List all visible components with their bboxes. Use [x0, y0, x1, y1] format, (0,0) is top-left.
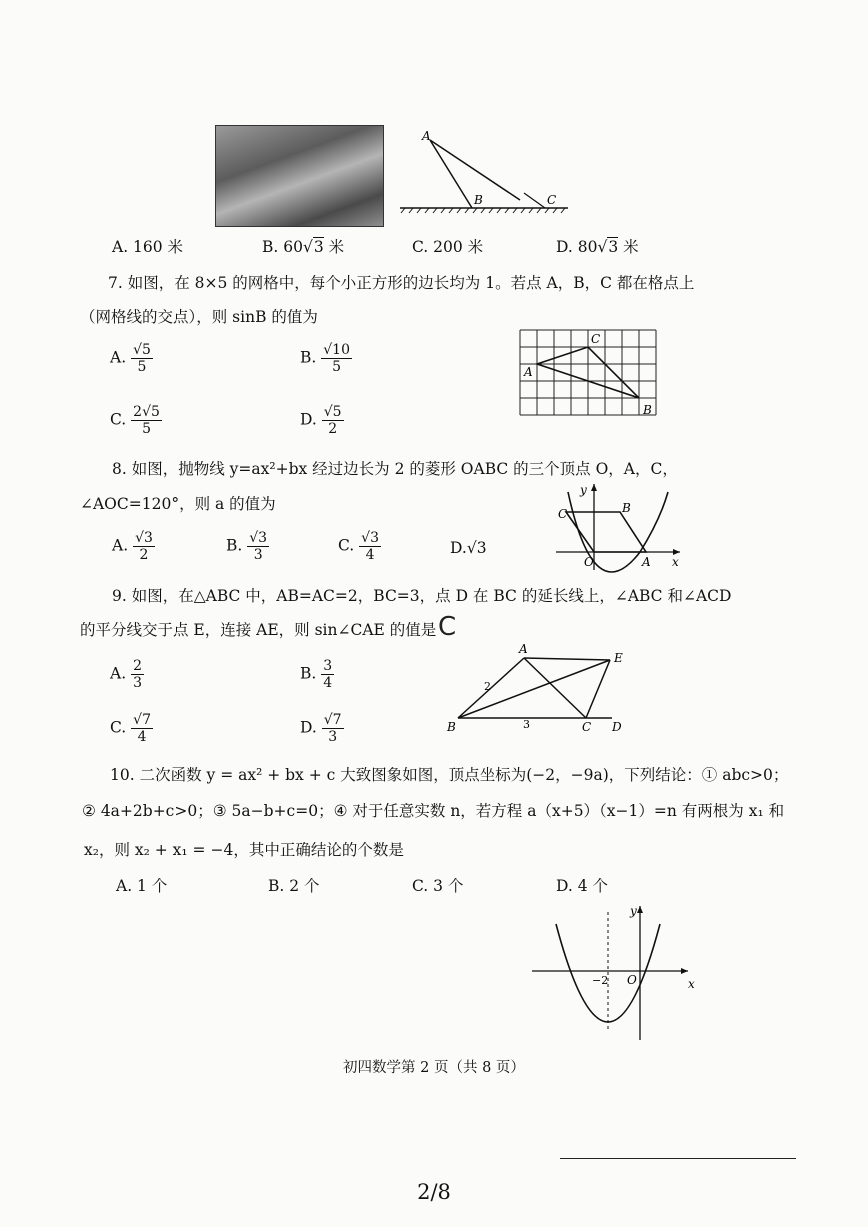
q6-label-a: A — [422, 129, 431, 143]
q10-label-y: y — [630, 904, 637, 918]
q9-label-a: A — [519, 642, 528, 656]
q7-stem-line1: 7. 如图，在 8×5 的网格中，每个小正方形的边长均为 1。若点 A，B，C 都在格点上 — [108, 274, 695, 292]
q9-stem-line1: 9. 如图，在△ABC 中，AB=AC=2，BC=3，点 D 在 BC 的延长线上，∠ABC 和∠ACD — [112, 587, 732, 605]
q8-stem-line2: ∠AOC=120°，则 a 的值为 — [80, 495, 276, 513]
q6-option-b-prefix: B. 60 — [262, 238, 303, 256]
q7-stem-line2: （网格线的交点），则 sinB 的值为 — [80, 308, 318, 326]
fraction-numerator: 3 — [323, 658, 333, 674]
q7-label-b: B — [643, 403, 652, 417]
q6-label-c: C — [547, 193, 557, 207]
fraction-numerator: √3 — [135, 530, 153, 546]
option-letter: A. — [110, 664, 127, 683]
fraction-denominator: 3 — [133, 675, 142, 691]
q8-label-a: A — [642, 555, 651, 569]
option-letter: D. — [300, 718, 317, 737]
sqrt-sign: √ — [597, 238, 608, 256]
fraction-numerator: √3 — [361, 530, 379, 546]
fraction-denominator: 4 — [365, 547, 375, 563]
fraction-numerator: √7 — [323, 712, 342, 728]
fraction-denominator: 5 — [332, 359, 342, 375]
q8-stem-line1: 8. 如图，抛物线 y=ax²+bx 经过边长为 2 的菱形 OABC 的三个顶点 O，A，C， — [112, 460, 678, 478]
divider — [560, 1158, 796, 1159]
q9-label-3: 3 — [523, 718, 530, 731]
q8-label-o: O — [584, 555, 594, 569]
q9-label-c: C — [582, 720, 592, 734]
q7-label-a: A — [524, 365, 533, 379]
fraction-denominator: 3 — [328, 729, 338, 745]
fraction-numerator: 2√5 — [133, 404, 160, 420]
q8-label-c: C — [558, 507, 568, 521]
option-letter: B. — [300, 348, 317, 367]
q6-option-b-unit: 米 — [328, 238, 345, 256]
fraction-denominator: 2 — [328, 421, 338, 437]
q10-option-d: D. 4 个 — [556, 877, 609, 895]
q9-label-e: E — [614, 651, 623, 665]
q10-stem-line2: ② 4a+2b+c>0；③ 5a−b+c=0；④ 对于任意实数 n，若方程 a（x+5）（x−1）=n 有两根为 x₁ 和 — [82, 802, 785, 820]
q9-stem-line2: 的平分线交于点 E，连接 AE，则 sin∠CAE 的值是 — [80, 621, 437, 639]
q6-label-b: B — [474, 193, 483, 207]
option-letter: C. — [110, 718, 127, 737]
option-letter: C. — [338, 536, 355, 555]
option-letter: A. — [112, 536, 129, 555]
sqrt-sign: √ — [302, 238, 313, 256]
q8-label-x: x — [672, 555, 679, 569]
q8-label-y: y — [580, 483, 587, 497]
q10-label-x: x — [688, 977, 695, 991]
q8-label-b: B — [622, 501, 631, 515]
q7-label-c: C — [591, 332, 601, 346]
fraction-denominator: 5 — [137, 359, 147, 375]
option-letter: B. — [226, 536, 243, 555]
q10-option-b: B. 2 个 — [268, 877, 320, 895]
fraction-denominator: 4 — [323, 675, 333, 691]
fraction-numerator: √10 — [323, 342, 351, 358]
fraction-denominator: 3 — [253, 547, 263, 563]
q10-option-c: C. 3 个 — [412, 877, 464, 895]
q10-stem-line1: 10. 二次函数 y = ax² + bx + c 大致图象如图，顶点坐标为(−2，−9a)，下列结论：① abc>0； — [110, 766, 789, 784]
q9-label-d: D — [612, 720, 622, 734]
fraction-numerator: √7 — [133, 712, 151, 728]
fraction-denominator: 4 — [137, 729, 147, 745]
option-letter: D. — [450, 539, 467, 557]
q9-label-b: B — [447, 720, 456, 734]
handwritten-answer: C — [438, 612, 457, 642]
q10-stem-line3: x₂，则 x₂ + x₁ = −4，其中正确结论的个数是 — [84, 841, 404, 859]
page-number: 2/8 — [417, 1180, 451, 1204]
q10-label-o: O — [627, 973, 637, 987]
q6-option-d-radicand: 3 — [608, 238, 619, 256]
q10-option-a: A. 1 个 — [116, 877, 168, 895]
fraction-denominator: 2 — [139, 547, 149, 563]
option-value: √3 — [466, 539, 487, 557]
q6-option-d-prefix: D. 80 — [556, 238, 598, 256]
fraction-denominator: 5 — [142, 421, 151, 437]
fraction-numerator: √5 — [323, 404, 342, 420]
q6-option-b-radicand: 3 — [313, 238, 324, 256]
option-letter: B. — [300, 664, 317, 683]
q6-option-c: C. 200 米 — [412, 238, 484, 256]
q10-label-neg2: −2 — [592, 974, 609, 987]
fraction-numerator: √5 — [133, 342, 151, 358]
q9-label-2: 2 — [484, 680, 491, 693]
fraction-numerator: 2 — [133, 658, 142, 674]
q6-option-a: A. 160 米 — [112, 238, 184, 256]
page-footer: 初四数学第 2 页（共 8 页） — [343, 1060, 525, 1076]
option-letter: D. — [300, 410, 317, 429]
fraction-numerator: √3 — [249, 530, 268, 546]
option-letter: A. — [110, 348, 127, 367]
q6-option-d-unit: 米 — [623, 238, 639, 256]
option-letter: C. — [110, 410, 127, 429]
